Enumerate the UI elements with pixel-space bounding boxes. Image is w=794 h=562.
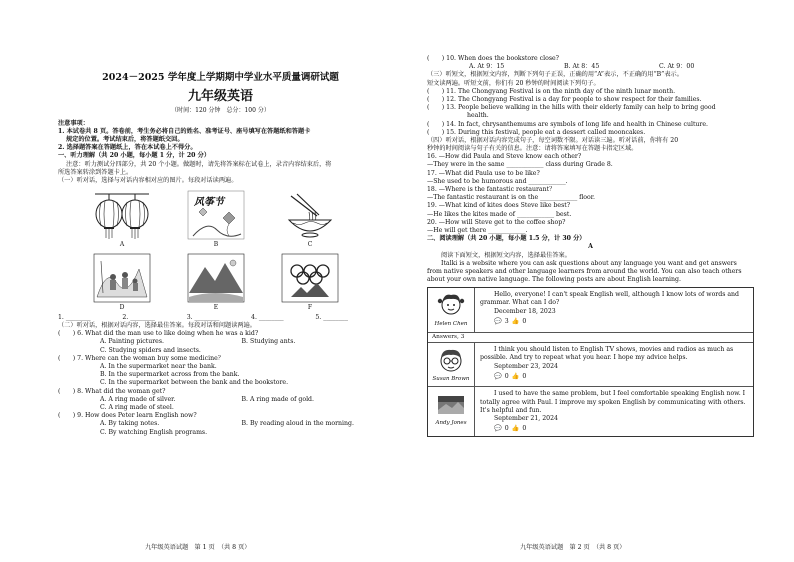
like-count: 0 [522, 372, 527, 380]
fill-answer[interactable]: —She used to be humorous and ____________. [427, 177, 568, 185]
post-text: I think you should listen to English TV shows, movies and radios as much as possible. And try to repeat what you hear. I hope my advice helps. [480, 346, 734, 362]
forum-posts [427, 287, 754, 437]
family-hiking-image [92, 252, 152, 304]
blank-5[interactable]: 5. ________ [315, 313, 348, 321]
post-body [475, 288, 753, 331]
post-stats [480, 425, 748, 433]
option-c[interactable]: C. Studying spiders and insects. [100, 346, 201, 354]
like-icon[interactable]: 👍 [511, 425, 520, 433]
fill-question: 18. —Where is the fantastic restaurant？ [427, 186, 556, 193]
comment-count: 0 [504, 425, 509, 433]
girl-avatar-icon [436, 291, 466, 321]
comment-icon[interactable]: 💬 [494, 317, 502, 325]
post-stats [480, 318, 748, 326]
option-a[interactable]: A. In the supermarket near the bank. [100, 363, 217, 371]
option-a[interactable]: A. By taking notes. [100, 420, 160, 428]
forum-post [428, 342, 753, 386]
page-2-footer: 九年级英语试题 第 2 页 （共 8 页） [520, 543, 626, 551]
question-7 [58, 355, 383, 388]
comment-icon[interactable]: 💬 [494, 425, 502, 433]
question-9 [58, 412, 383, 437]
image-label-e: E [213, 304, 219, 311]
mountain-scenery-image [186, 252, 246, 304]
note-line: 2. 选择题答案在答题纸上，答在本试卷上不得分。 [58, 144, 197, 152]
section-1-note: 所选答案转涂到答题卡上。 [58, 168, 133, 176]
lanterns-image [92, 189, 152, 241]
page-2 [397, 0, 794, 562]
image-label-d: D [119, 304, 125, 311]
fill-question: 20. —How will Steve get to the coffee shop? [427, 218, 566, 226]
olympic-rings-image [280, 252, 340, 304]
fill-answer[interactable]: —The fantastic restaurant is on the ____________ floor. [427, 194, 595, 202]
blank-2[interactable]: 2. ________ [122, 313, 155, 321]
like-icon[interactable]: 👍 [511, 372, 520, 380]
post-text: Hello, everyone! I can't speak English well, although I know lots of words and grammar. What can I do? [480, 291, 740, 307]
passage-line: from native speakers and other language learners from around the world. You can also teach others [427, 267, 742, 275]
like-count: 0 [522, 317, 527, 325]
question-6 [58, 330, 383, 355]
like-count: 0 [522, 425, 527, 433]
option-c[interactable]: C. At 9：00 [659, 63, 695, 71]
option-b[interactable]: B. In the supermarket across from the bank. [100, 371, 240, 379]
kite-festival-text: 风筝节 [194, 197, 224, 209]
tf-question-cont: health. [467, 112, 489, 120]
noodle-bowl-image [280, 189, 340, 241]
picture-options [92, 189, 383, 312]
fill-question: 16. —How did Paula and Steve know each other? [427, 153, 582, 161]
note-line: 1. 本试卷共 8 页。答卷前，考生务必将自己的姓名、准考证号、座号填写在答题纸和答题卡 [58, 127, 311, 135]
post-body [475, 343, 753, 386]
blank-1[interactable]: 1. ________ [58, 313, 91, 321]
question-text: ( ) 10. When does the bookstore close? [427, 55, 559, 62]
part-3-instruction-2: 短文读两遍。听短文前，你们有 20 秒钟的时间阅读下列句子。 [427, 79, 600, 87]
option-c[interactable]: C. By watching English programs. [100, 428, 208, 436]
fill-question: 17. —What did Paula use to be like? [427, 169, 540, 177]
tf-question: ( ) 13. People believe walking in the hills with their elderly family can help to bring good [427, 104, 716, 112]
landscape-avatar-icon [436, 390, 466, 420]
passage-label: A [588, 243, 593, 251]
notes-title: 注意事项： [58, 119, 89, 127]
fill-answer[interactable]: —He likes the kites made of ____________ best. [427, 210, 572, 218]
question-10 [427, 55, 754, 71]
answer-blanks [58, 314, 348, 322]
section-1-note: 注意：听力测试分四部分，共 20 个小题。做题时，请先将答案标在试卷上，录音内容结束后，将 [66, 160, 332, 168]
post-date: December 18, 2023 [494, 307, 556, 315]
kite-festival-image [186, 189, 246, 241]
comment-count: 3 [504, 317, 509, 325]
question-text: ( ) 7. Where can the woman buy some medicine？ [58, 354, 224, 362]
option-b[interactable]: B. At 8：45 [564, 63, 600, 71]
post-date: September 21, 2024 [494, 414, 558, 422]
option-a[interactable]: A. At 9：15 [469, 63, 505, 71]
blank-3[interactable]: 3. ________ [186, 313, 220, 321]
poster-name: Helen Chen [434, 321, 468, 328]
part-3-instruction: （三）听短文，根据短文内容，判断下列句子正误，正确的用“A”表示，不正确的用“B”表示。 [427, 71, 683, 79]
tf-question: ( ) 15. During this festival, people eat a dessert called mooncakes. [427, 128, 646, 136]
part-4-instruction: （四）听对话，根据对话内容完成句子，每空词数不限。对话读三遍。听对话前，你将有 20 [427, 136, 679, 144]
post-text: I used to have the same problem, but I feel comfortable speaking English now. I totally agree with Paul. I improve my spoken English by communicating with others. It's helpful and fun. [480, 390, 746, 414]
part-4-instruction-2: 秒钟的时间阅读与句子有关的信息。注意：请将答案填写在答题卡指定区域。 [427, 145, 638, 153]
fill-question: 19. —What kind of kites does Steve like best? [427, 202, 571, 210]
option-b[interactable]: B. Studying ants. [241, 338, 296, 346]
question-text: ( ) 6. What did the man use to like doing when he was a kid? [58, 330, 259, 338]
avatar [428, 288, 475, 331]
section-1-title: 一、听力理解（共 20 小题，每小题 1 分，计 20 分） [58, 152, 211, 160]
forum-post [428, 288, 753, 331]
question-8 [58, 388, 383, 413]
exam-title: 2024－2025 学年度上学期期中学业水平质量调研试题 [102, 72, 339, 83]
note-line: 规定的位置。考试结束后，将答题纸交回。 [66, 135, 184, 143]
option-c[interactable]: C. In the supermarket between the bank and the bookstore. [100, 379, 289, 387]
glasses-avatar-icon [436, 346, 466, 376]
exam-info: （时间：120 分钟 总分：100 分） [171, 106, 270, 114]
poster-name: Susan Brown [432, 376, 470, 383]
section-2-title: 二、阅读理解（共 20 小题，每小题 1.5 分，计 30 分） [427, 235, 586, 243]
tf-question: ( ) 11. The Chongyang Festival is on the ninth day of the ninth lunar month. [427, 87, 676, 95]
option-b[interactable]: B. A ring made of gold. [241, 395, 314, 403]
option-c[interactable]: C. A ring made of steel. [100, 403, 174, 411]
blank-4[interactable]: 4. ________ [251, 313, 284, 321]
post-stats [480, 373, 748, 381]
image-label-f: F [307, 304, 313, 311]
like-icon[interactable]: 👍 [511, 317, 520, 325]
image-label-a: A [119, 241, 125, 249]
option-b[interactable]: B. By reading aloud in the morning. [241, 420, 354, 428]
exam-subtitle: 九年级英语 [187, 88, 253, 104]
passage-line: about your own native language. The following posts are about English learning. [427, 276, 681, 284]
post-date: September 23, 2024 [494, 362, 558, 370]
comment-count: 0 [504, 372, 509, 380]
tf-question: ( ) 12. The Chongyang Festival is a day for people to show respect for their families. [427, 95, 702, 103]
question-text: ( ) 9. How does Peter learn English now? [58, 412, 197, 420]
fill-answer[interactable]: —They were in the same ____________ class during Grade 8. [427, 161, 613, 169]
question-text: ( ) 8. What did the woman get? [58, 387, 166, 395]
image-label-c: C [307, 241, 313, 249]
page-1-footer: 九年级英语试题 第 1 页 （共 8 页） [145, 543, 251, 551]
passage-line: Italki is a website where you can ask questions about any language you want and get answers [441, 259, 737, 267]
forum-post [428, 386, 753, 436]
tf-question: ( ) 14. In fact, chrysanthemums are symbols of long life and health in Chinese culture. [427, 120, 709, 128]
avatar [428, 387, 475, 436]
image-label-b: B [213, 241, 219, 249]
post-body [475, 387, 753, 436]
part-2-instruction: （二）听对话，根据对话内容，选择最佳答案。每段对话和问题读两遍。 [58, 322, 256, 330]
option-a[interactable]: A. Painting pictures. [100, 338, 164, 346]
part-1-instruction: （一）听对话，选择与对话内容相对应的图片。每段对话读两遍。 [58, 176, 238, 184]
avatar [428, 343, 475, 386]
comment-icon[interactable]: 💬 [494, 372, 502, 380]
answers-count: Answers, 3 [428, 332, 753, 343]
poster-name: Andy Jones [435, 420, 467, 427]
reading-instruction: 阅读下面短文，根据短文内容，选择最佳答案。 [441, 251, 571, 259]
fill-answer[interactable]: —He will get there ____________. [427, 226, 528, 234]
option-a[interactable]: A. A ring made of silver. [100, 395, 176, 403]
